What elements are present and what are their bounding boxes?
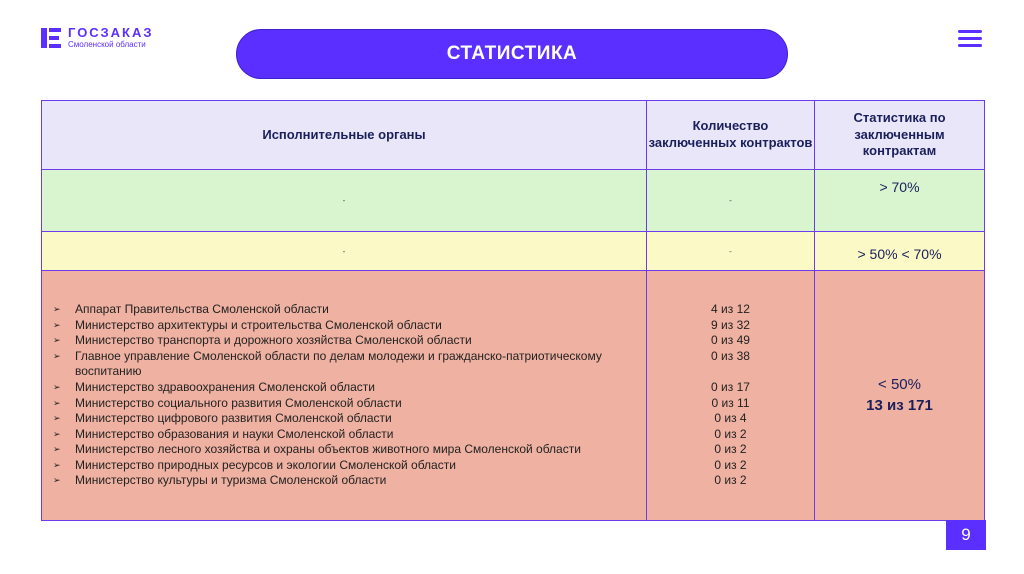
- table-row-yellow: [42, 232, 985, 271]
- logo-name: ГОСЗАКАЗ: [68, 25, 154, 40]
- header-contract-stats: Статистика по заключенным контрактам: [815, 101, 985, 170]
- red-agencies-cell: [42, 271, 647, 521]
- list-item: ➢ Министерство цифрового развития Смоленской области: [49, 411, 645, 427]
- list-item: ➢ Министерство транспорта и дорожного хозяйства Смоленской области: [49, 333, 645, 349]
- list-item: ➢ Министерство культуры и туризма Смоленской области: [49, 473, 645, 489]
- table-row-red: [42, 271, 985, 521]
- count-value: 0 из 49: [711, 333, 750, 348]
- count-value: 0 из 2: [714, 457, 747, 472]
- red-stat-total: 13 из 171: [866, 396, 933, 414]
- count-spacer: [648, 364, 813, 380]
- count-value: 4 из 12: [711, 301, 750, 316]
- table-row-green: [42, 170, 985, 232]
- statistics-table: [41, 100, 985, 521]
- page-number: 9: [946, 520, 986, 550]
- table-header-row: [42, 101, 985, 170]
- count-value: 0 из 11: [711, 395, 750, 410]
- count-value: 0 из 2: [714, 426, 747, 441]
- list-item: ➢ Министерство лесного хозяйства и охраны объектов животного мира Смоленской области: [49, 442, 645, 458]
- yellow-count: -: [647, 232, 815, 271]
- list-item: ➢ Министерство социального развития Смоленской области: [49, 396, 645, 412]
- list-item: ➢ Главное управление Смоленской области по делам молодежи и гражданско-патриотическому воспитанию: [49, 349, 645, 380]
- header-contract-count: Количество заключенных контрактов: [647, 101, 815, 170]
- logo-subtitle: Смоленской области: [68, 40, 146, 49]
- green-stat: > 70%: [815, 170, 985, 232]
- agency-list: [43, 302, 645, 489]
- yellow-stat: > 50% < 70%: [815, 232, 985, 271]
- yellow-agencies: -: [42, 232, 647, 271]
- count-value: 9 из 32: [711, 317, 750, 332]
- page-title: СТАТИСТИКА: [236, 29, 788, 79]
- header-agencies: Исполнительные органы: [42, 101, 647, 170]
- hamburger-menu-icon[interactable]: [958, 30, 982, 47]
- green-count: -: [647, 170, 815, 232]
- list-item: ➢ Министерство архитектуры и строительства Смоленской области: [49, 318, 645, 334]
- count-value: 0 из 4: [714, 411, 747, 426]
- list-item: ➢ Аппарат Правительства Смоленской области: [49, 302, 645, 318]
- logo: [40, 26, 154, 49]
- red-counts-cell: [647, 271, 815, 521]
- red-stat-cell: [815, 271, 985, 521]
- list-item: ➢ Министерство образования и науки Смоленской области: [49, 427, 645, 443]
- list-item: ➢ Министерство здравоохранения Смоленской области: [49, 380, 645, 396]
- count-value: 0 из 38: [711, 348, 750, 363]
- logo-icon: [40, 27, 62, 49]
- count-value: 0 из 17: [711, 379, 750, 394]
- count-value: 0 из 2: [714, 442, 747, 457]
- red-stat-threshold: < 50%: [878, 376, 921, 394]
- green-agencies: -: [42, 170, 647, 232]
- count-value: 0 из 2: [714, 473, 747, 488]
- list-item: ➢ Министерство природных ресурсов и экологии Смоленской области: [49, 458, 645, 474]
